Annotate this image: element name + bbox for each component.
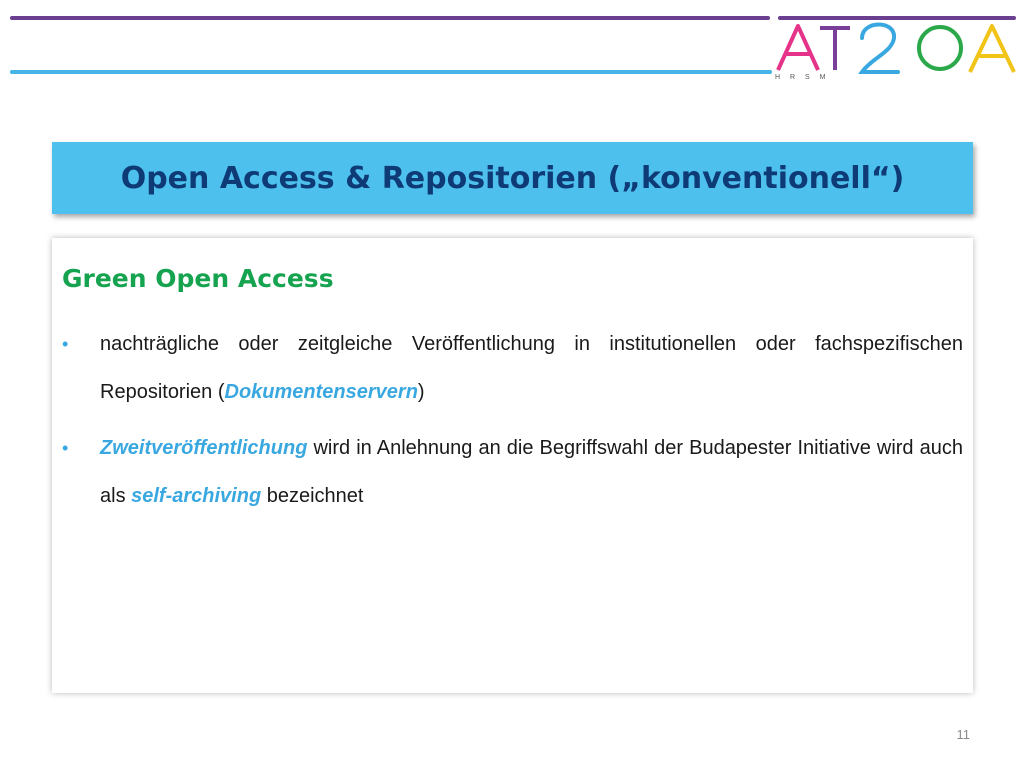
bullet-item: [62, 320, 963, 416]
emphasis-term: self-archiving: [131, 485, 262, 507]
bullet-text: bezeichnet: [261, 485, 364, 507]
bullet-item: [62, 424, 963, 520]
top-line-purple: [10, 16, 770, 20]
logo-letter-a2: [970, 26, 1014, 72]
slide-title: Open Access & Repositorien („konventionell“): [120, 160, 905, 196]
emphasis-term: Dokumentenservern: [224, 381, 418, 403]
bullet-icon: •: [62, 334, 69, 354]
page-number: 11: [956, 727, 970, 742]
logo-letter-o: [919, 27, 961, 69]
title-bar: [52, 142, 973, 214]
emphasis-term: Zweitveröffentlichung: [100, 437, 308, 459]
bullet-text: ): [417, 381, 425, 403]
bullet-text: nachträgliche oder zeitgleiche Veröffentlichung in institutionellen oder fachspezifischen Repositorien (: [100, 333, 963, 403]
bullet-icon: •: [62, 438, 69, 458]
bullet-list: [62, 320, 963, 528]
top-line-blue: [10, 70, 772, 74]
at2oa-logo: [772, 8, 1022, 80]
section-heading: Green Open Access: [62, 264, 334, 293]
bullet-text: wird in Anlehnung an die Begriffswahl der Budapester Initiative wird auch als: [100, 437, 963, 507]
content-box: [52, 238, 973, 693]
logo-digit-2: [862, 25, 898, 73]
logo-subtext: H R S M: [775, 74, 830, 80]
logo-letter-t: [820, 28, 850, 70]
logo-letter-a1: [778, 26, 818, 70]
